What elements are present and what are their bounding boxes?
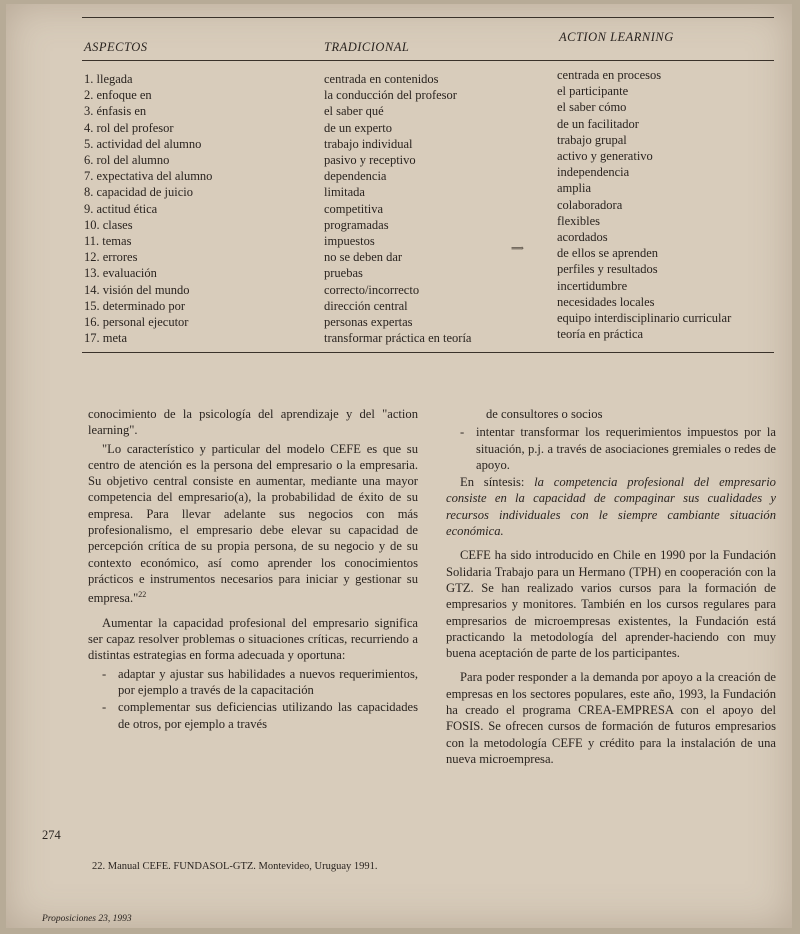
tradicional-row: trabajo individual [324, 136, 413, 151]
action-row: amplia [557, 181, 592, 196]
tradicional-row: pasivo y receptivo [324, 153, 416, 168]
right-bullet-list [446, 424, 776, 473]
tradicional-row: personas expertas [324, 315, 413, 330]
action-row: colaboradora [557, 197, 623, 212]
action-row: necesidades locales [557, 294, 655, 309]
left-text-column [88, 406, 418, 733]
action-row: de ellos se aprenden [557, 246, 659, 261]
aspectos-row: 1. llegada [84, 72, 133, 86]
aspectos-row: 13. evaluación [84, 266, 157, 281]
tradicional-column [324, 71, 472, 346]
action-row: centrada en procesos [557, 68, 662, 82]
table-header-rule [82, 60, 774, 61]
action-row: independencia [557, 165, 630, 180]
paragraph-demanda: Para poder responder a la demanda por apoyo a la creación de empresas en los sectores populares, este año, 1993, la Fundación ha creado el programa CREA-EMPRESA con el apoyo del FOSIS. Se ofrecen cursos de formación de futuros empresarios con la metodología CEFE y crédito para la instalación de una nueva microempresa. [446, 670, 776, 766]
paragraph-continuation: de consultores o socios [486, 407, 603, 421]
tradicional-row: centrada en contenidos [324, 72, 439, 86]
aspectos-row: 8. capacidad de juicio [84, 185, 193, 200]
aspectos-row: 9. actitud ética [84, 201, 158, 216]
table-bottom-rule [82, 352, 774, 353]
bullet-item: - intentar transformar los requerimientos impuestos por la situación, p.j. a través de asociaciones gremiales o redes de apoyo. [476, 424, 776, 473]
tradicional-row: correcto/incorrecto [324, 282, 420, 297]
arrow-icon: ⟹ [511, 243, 524, 253]
aspectos-row: 7. expectativa del alumno [84, 169, 213, 184]
bullet-item: - complementar sus deficiencias utilizando las capacidades de otros, por ejemplo a través [118, 699, 418, 732]
aspectos-row: 2. enfoque en [84, 88, 152, 103]
footnote: 22. Manual CEFE. FUNDASOL-GTZ. Montevideo, Uruguay 1991. [92, 861, 378, 872]
quote-text: "Lo característico y particular del modelo CEFE es que su centro de atención es la persona del empresario o la empresaria. Su objetivo central consiste en aumentar, mediante una mayor competencia del empresario(a), la probabilidad de éxito de su empresa. Para llevar adelante sus negocios con más profesionalismo, el empresario debe elevar su capacidad de percepción crítica de su propia persona, de su negocio y de su contexto económico, así como aprender los conocimientos prácticos e instrumentos necesarios para iniciar y gestionar su empresa." [88, 441, 418, 606]
aspectos-column [84, 71, 212, 346]
action-row: teoría en práctica [557, 327, 644, 342]
bullet-item: - adaptar y ajustar sus habilidades a nuevos requerimientos, por ejemplo a través de la capacitación [118, 666, 418, 699]
aspectos-row: 4. rol del profesor [84, 120, 174, 135]
action-row: perfiles y resultados [557, 262, 658, 277]
page-number: 274 [42, 828, 61, 842]
paragraph-intro: conocimiento de la psicología del aprendizaje y del "action learning". [88, 407, 418, 438]
tradicional-row: limitada [324, 185, 365, 200]
table-top-rule [82, 17, 774, 18]
aspectos-row: 17. meta [84, 331, 128, 346]
paragraph-sintesis [446, 474, 776, 539]
sintesis-lead: En síntesis: [460, 475, 525, 490]
action-row: equipo interdisciplinario curricular [557, 311, 732, 326]
tradicional-row: impuestos [324, 234, 375, 249]
left-bullet-list [88, 666, 418, 732]
action-row: de un facilitador [557, 116, 639, 131]
action-row: acordados [557, 230, 608, 245]
paragraph-chile: CEFE ha sido introducido en Chile en 1990 por la Fundación Solidaria Trabajo para un Hermano (TPH) en cooperación con la GTZ. Se han realizado varios cursos para la formación de empresarios y monitores. También en los cursos regulares para empresarios de microempresas existentes, la Fundación está practicando la metodología del aprender-haciendo con muy buena aceptación de parte de los participantes. [446, 548, 776, 661]
action-row: trabajo grupal [557, 132, 627, 147]
paragraph-quote [88, 441, 418, 607]
aspectos-row: 10. clases [84, 217, 133, 232]
aspectos-row: 14. visión del mundo [84, 282, 190, 297]
action-row: el participante [557, 84, 629, 99]
aspectos-row: 15. determinado por [84, 298, 186, 313]
tradicional-row: el saber qué [324, 104, 384, 119]
tradicional-row: de un experto [324, 120, 393, 135]
aspectos-row: 5. actividad del alumno [84, 136, 202, 151]
aspectos-row: 3. énfasis en [84, 104, 147, 119]
header-action-learning: ACTION LEARNING [559, 30, 674, 44]
paragraph-capacidad: Aumentar la capacidad profesional del empresario significa ser capaz resolver problemas o situaciones críticas, recurriendo a distintas estrategias en forma adecuada y oportuna: [88, 615, 418, 663]
tradicional-row: transformar práctica en teoría [324, 331, 472, 346]
aspectos-row: 11. temas [84, 234, 132, 249]
tradicional-row: dependencia [324, 169, 387, 184]
aspectos-row: 16. personal ejecutor [84, 315, 189, 330]
document-page [6, 4, 792, 928]
action-learning-column [557, 67, 731, 342]
aspectos-row: 12. errores [84, 250, 138, 265]
tradicional-row: dirección central [324, 298, 408, 313]
sintesis-text: la competencia profesional del empresario consiste en la capacidad de compaginar sus cualidades y recursos individuales con le siempre cambiante situación económica. [446, 475, 776, 539]
header-tradicional: TRADICIONAL [324, 40, 410, 54]
right-text-column [446, 406, 776, 769]
tradicional-row: no se deben dar [324, 250, 403, 265]
tradicional-row: la conducción del profesor [324, 88, 457, 103]
action-row: activo y generativo [557, 149, 653, 164]
header-aspectos: ASPECTOS [84, 40, 148, 54]
tradicional-row: competitiva [324, 201, 384, 216]
action-row: el saber cómo [557, 100, 627, 115]
tradicional-row: programadas [324, 217, 389, 232]
action-row: flexibles [557, 213, 601, 228]
publication-footer: Proposiciones 23, 1993 [42, 914, 132, 924]
action-row: incertidumbre [557, 278, 628, 293]
footnote-ref: 22 [138, 590, 147, 600]
aspectos-row: 6. rol del alumno [84, 153, 170, 168]
tradicional-row: pruebas [324, 266, 363, 281]
